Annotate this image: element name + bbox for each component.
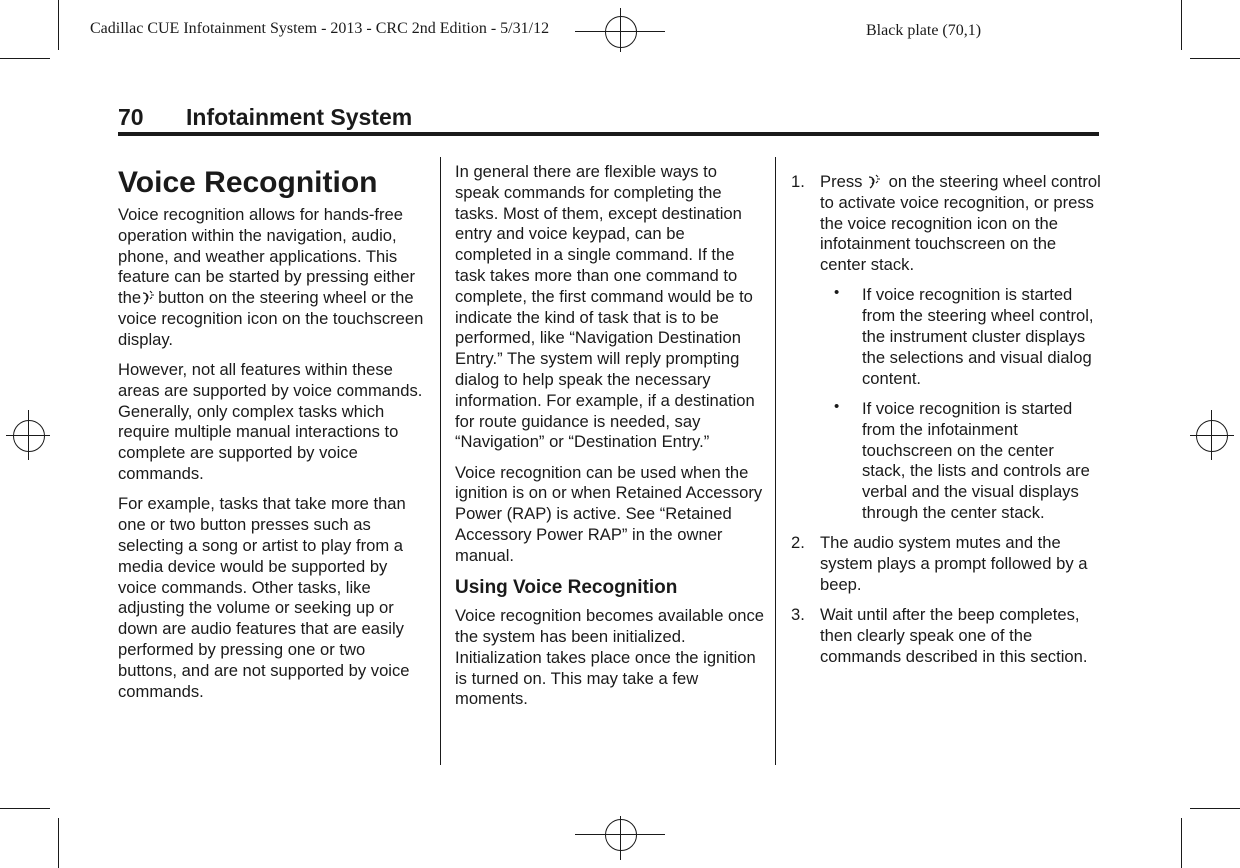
- paragraph: Voice recognition can be used when the ignition is on or when Retained Accessory Power (RAP) is active. See “Retained Accessory Power RAP” in the owner manual.: [455, 462, 763, 565]
- registration-circle: [605, 16, 637, 48]
- bullet-marker: •: [834, 284, 840, 302]
- paragraph: However, not all features within these areas are supported by voice commands. Generally, only complex tasks which require multiple manual interactions to complete are supported by voice commands.: [118, 360, 423, 484]
- step-number: 1.: [791, 172, 805, 191]
- bullet-text: If voice recognition is started from the steering wheel control, the instrument cluster displays the selections and visual dialog content.: [862, 285, 1094, 388]
- step-text: The audio system mutes and the system plays a prompt followed by a beep.: [820, 533, 1088, 594]
- crop-mark: [58, 818, 59, 868]
- step-number: 2.: [791, 533, 805, 553]
- column-divider: [775, 157, 776, 765]
- step-text: Wait until after the beep completes, then clearly speak one of the commands described in this section.: [820, 605, 1088, 666]
- page-number: 70: [118, 104, 144, 130]
- header-rule: [118, 132, 1099, 136]
- running-head: [118, 104, 412, 131]
- step-number: 3.: [791, 605, 805, 625]
- list-item-step-1: [789, 172, 1101, 276]
- crop-mark: [1181, 0, 1182, 50]
- print-header-title: Cadillac CUE Infotainment System - 2013 - CRC 2nd Edition - 5/31/12: [90, 20, 550, 37]
- paragraph-text: button on the steering wheel or the voice recognition icon on the touchscreen display.: [118, 288, 424, 349]
- paragraph-text: Voice recognition allows for hands-free operation within the navigation, audio, phone, and weather applications. This feature can be started by pressing either the: [118, 205, 416, 308]
- column-3: [789, 172, 1101, 677]
- voice-recognition-icon: [868, 174, 881, 189]
- crop-mark: [1190, 808, 1240, 809]
- registration-circle: [1196, 420, 1228, 452]
- list-item-step-2: [789, 533, 1101, 595]
- bullet-text: If voice recognition is started from the infotainment touchscreen on the center stack, the lists and controls are verbal and the visual displays through the center stack.: [862, 398, 1090, 522]
- column-2: [455, 162, 765, 720]
- list-item-bullet: [789, 399, 1101, 524]
- paragraph: In general there are flexible ways to speak commands for completing the tasks. Most of them, except destination entry and voice keypad, can be completed in a single command. If the task takes more than one command to complete, the first command would be to indicate the kind of task that is to be performed, like “Navigation Destination Entry.” The system will reply prompting dialog to help speak the necessary information. For example, if a destination for route guidance is needed, say “Navigation” or “Destination Entry.”: [455, 162, 755, 452]
- column-1: [118, 165, 428, 712]
- voice-recognition-icon: [142, 290, 155, 305]
- crop-mark: [1181, 818, 1182, 868]
- crop-mark: [58, 0, 59, 50]
- registration-circle: [13, 420, 45, 452]
- paragraph: For example, tasks that take more than one or two button presses such as selecting a song or artist to play from a media device would be supported by voice commands. Other tasks, like adjusting the volume or seeking up or down are audio features that are easily performed by pressing one or two buttons, and are not supported by voice commands.: [118, 494, 410, 701]
- step-text: on the steering wheel control to activate voice recognition, or press the voice recognition icon on the infotainment touchscreen on the center stack.: [820, 172, 1101, 275]
- crop-mark: [0, 58, 50, 59]
- bullet-marker: •: [834, 397, 840, 415]
- print-header-plate: Black plate (70,1): [866, 22, 982, 39]
- paragraph: [118, 205, 428, 351]
- main-heading: Voice Recognition: [118, 166, 378, 199]
- subheading: Using Voice Recognition: [455, 577, 678, 599]
- paragraph: Voice recognition becomes available once the system has been initialized. Initialization takes place once the ignition is turned on. This may take a few moments.: [455, 606, 765, 709]
- list-item-step-3: [789, 605, 1101, 667]
- list-item-bullet: [789, 285, 1101, 389]
- section-title: Infotainment System: [186, 104, 413, 130]
- column-divider: [440, 157, 441, 765]
- step-text: Press: [820, 172, 863, 191]
- crop-mark: [1190, 58, 1240, 59]
- registration-circle: [605, 819, 637, 851]
- crop-mark: [0, 808, 50, 809]
